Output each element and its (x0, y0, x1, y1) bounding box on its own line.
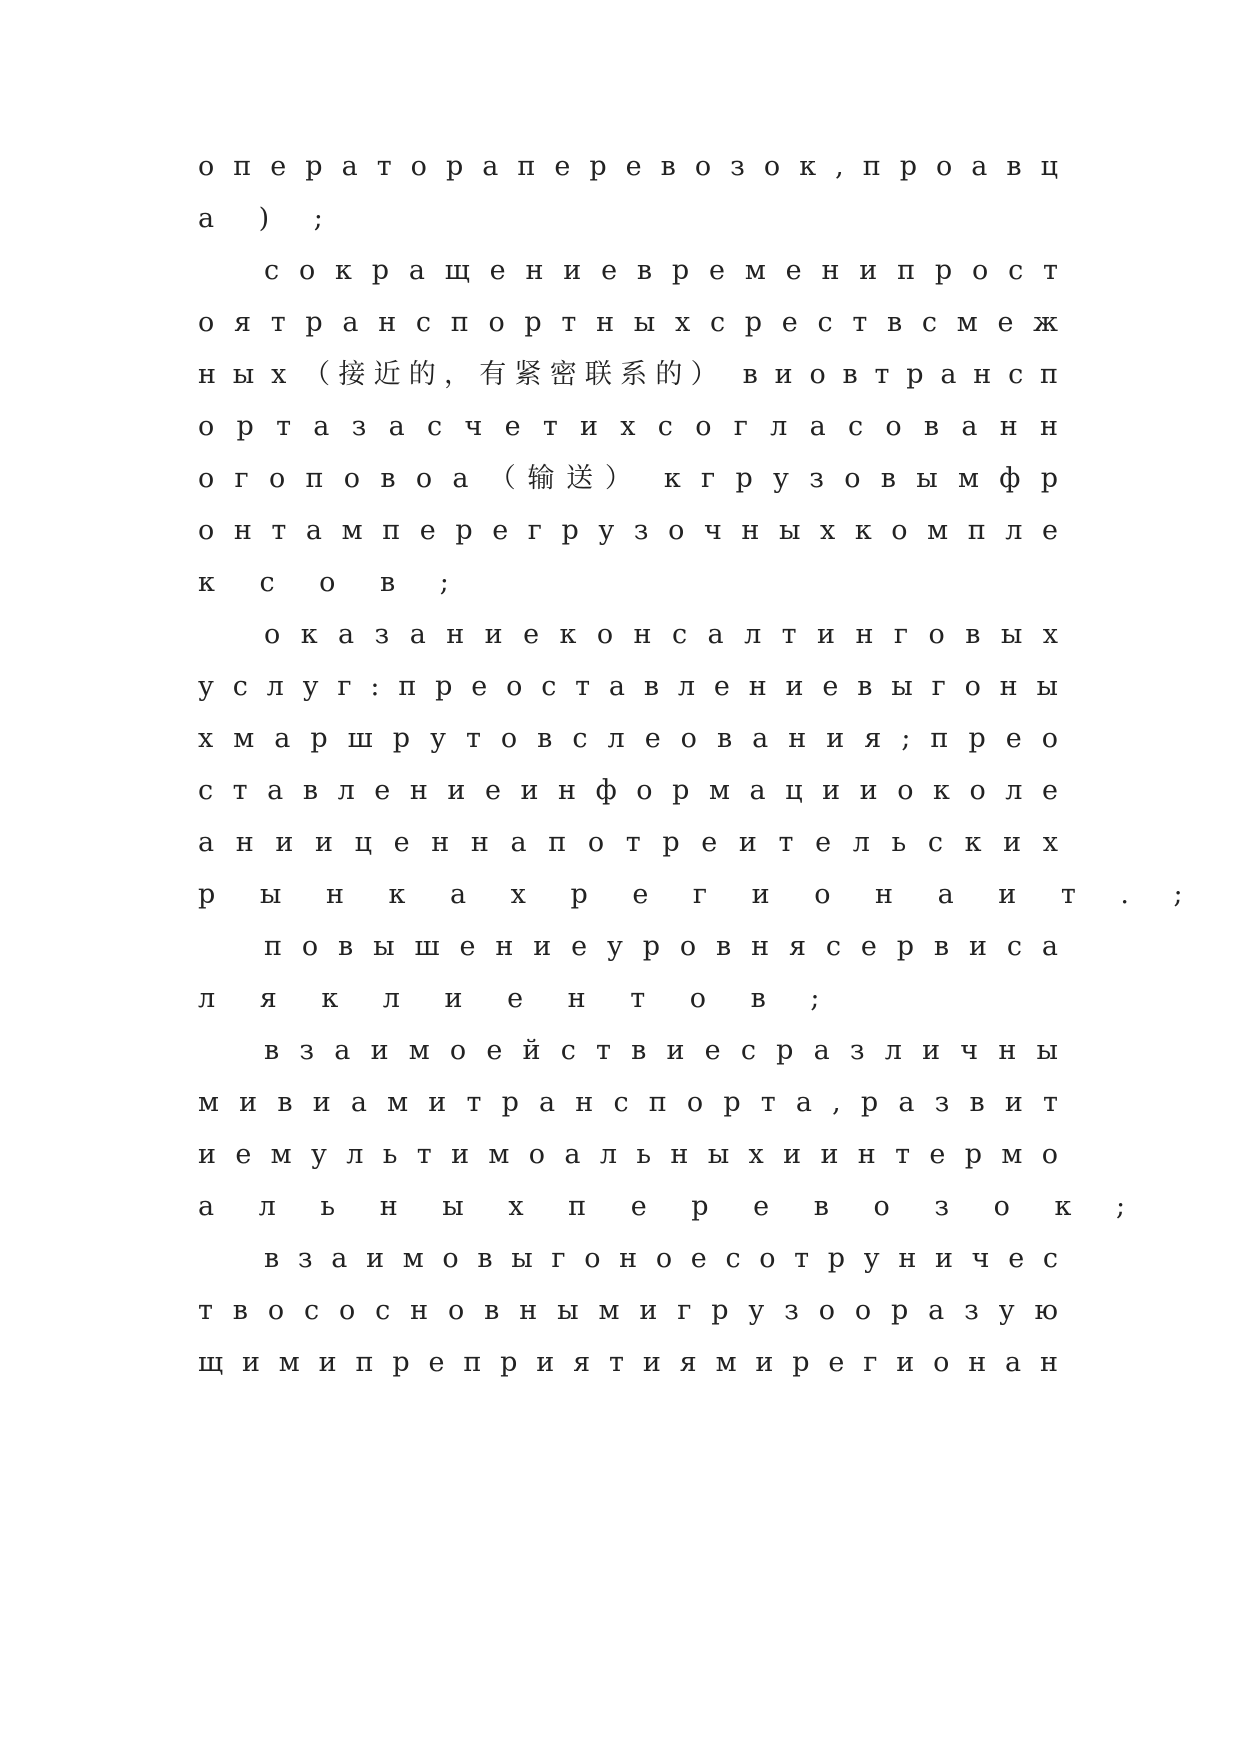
text-line: о я т р а н с п о р т н ы х с р е с т в с м е ж (198, 307, 1058, 338)
paragraph-start-line: о к а з а н и е к о н с а л т и н г о в ы х (264, 619, 1058, 650)
text-line: х м а р ш р у т о в с л е о в а н и я ; п р е о (198, 723, 1058, 754)
paragraph-start-line: с о к р а щ е н и е в р е м е н и п р о с т (264, 255, 1058, 286)
text-line: о н т а м п е р е г р у з о ч н ы х к о м п л е (198, 515, 1058, 546)
text-line: к с о в ; (198, 567, 467, 598)
text-line: а н и и ц е н н а п о т р е и т е л ь с к и х (198, 827, 1058, 858)
text-line: а л ь н ы х п е р е в о з о к ; (198, 1191, 1144, 1222)
text-line: с т а в л е н и е и н ф о р м а ц и и о к о л е (198, 775, 1058, 806)
text-line: о р т а з а с ч е т и х с о г л а с о в а н н (198, 411, 1058, 442)
text-line: л я к л и е н т о в ; (198, 983, 838, 1014)
paragraph-start-line: п о в ы ш е н и е у р о в н я с е р в и с а (264, 931, 1058, 962)
text-line: р ы н к а х р е г и о н а и т . ; (198, 879, 1201, 910)
text-line: у с л у г : п р е о с т а в л е н и е в ы г о н ы (198, 671, 1058, 702)
text-line: м и в и а м и т р а н с п о р т а , р а з в и т (198, 1087, 1058, 1118)
paragraph-start-line: в з а и м о в ы г о н о е с о т р у н и ч е с (264, 1243, 1058, 1274)
text-line: и е м у л ь т и м о а л ь н ы х и и н т е р м о (198, 1139, 1058, 1170)
text-line: т в о с о с н о в н ы м и г р у з о о р а з у ю (198, 1295, 1058, 1326)
text-line: а ) ; (198, 203, 341, 234)
text-line: о г о п о в о а （输送） к г р у з о в ы м ф р (198, 463, 1058, 494)
text-line: н ы х （接近的，有紧密联系的） в и о в т р а н с п (198, 359, 1058, 390)
paragraph-start-line: в з а и м о е й с т в и е с р а з л и ч н ы (264, 1035, 1058, 1066)
text-line: о п е р а т о р а п е р е в о з о к , п р о а в ц (198, 151, 1058, 182)
text-line: щ и м и п р е п р и я т и я м и р е г и о н а н (198, 1347, 1058, 1378)
